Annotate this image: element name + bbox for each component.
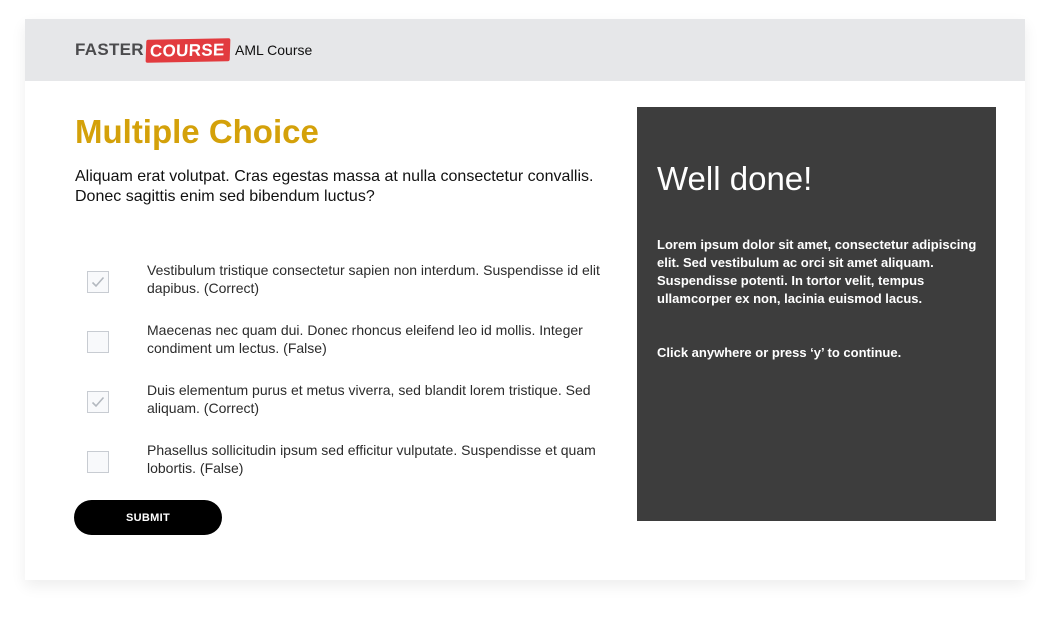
answer-option[interactable]: [75, 441, 635, 485]
answer-checkbox[interactable]: [87, 451, 109, 473]
fastercourse-logo: [75, 38, 229, 62]
course-card: [25, 19, 1025, 580]
continue-hint: Click anywhere or press ‘y’ to continue.: [657, 345, 902, 360]
answer-option[interactable]: [75, 261, 635, 305]
logo-text-faster: FASTER: [75, 40, 144, 59]
answer-option-text: Maecenas nec quam dui. Donec rhoncus eleifend leo id mollis. Integer condiment um lectus. (False): [147, 322, 583, 356]
answer-option-text: Vestibulum tristique consectetur sapien non interdum. Suspendisse id elit dapibus. (Correct): [147, 262, 600, 296]
header-bar: [25, 19, 1025, 81]
submit-button[interactable]: SUBMIT: [74, 500, 222, 535]
answer-checkbox[interactable]: [87, 271, 109, 293]
feedback-panel[interactable]: [637, 107, 996, 521]
answer-option[interactable]: [75, 381, 635, 425]
answer-option-text: Phasellus sollicitudin ipsum sed efficitur vulputate. Suspendisse et quam lobortis. (False): [147, 442, 596, 476]
page-title: Multiple Choice: [75, 113, 319, 150]
checkmark-icon: [91, 396, 105, 408]
feedback-title: Well done!: [657, 160, 813, 197]
checkmark-icon: [91, 276, 105, 288]
feedback-body: Lorem ipsum dolor sit amet, consectetur adipiscing elit. Sed vestibulum ac orci sit amet aliquam. Suspendisse potenti. In tortor velit, tempus ullamcorper ex non, lacinia euismod lacus.: [657, 237, 977, 306]
logo-text-course: COURSE: [145, 38, 229, 62]
answer-checkbox[interactable]: [87, 331, 109, 353]
course-title: AML Course: [235, 42, 313, 58]
answer-option[interactable]: [75, 321, 635, 365]
answer-checkbox[interactable]: [87, 391, 109, 413]
question-text: Aliquam erat volutpat. Cras egestas massa at nulla consectetur convallis. Donec sagittis enim sed bibendum luctus?: [75, 168, 594, 205]
answer-option-text: Duis elementum purus et metus viverra, sed blandit lorem tristique. Sed aliquam. (Correct): [147, 382, 591, 416]
